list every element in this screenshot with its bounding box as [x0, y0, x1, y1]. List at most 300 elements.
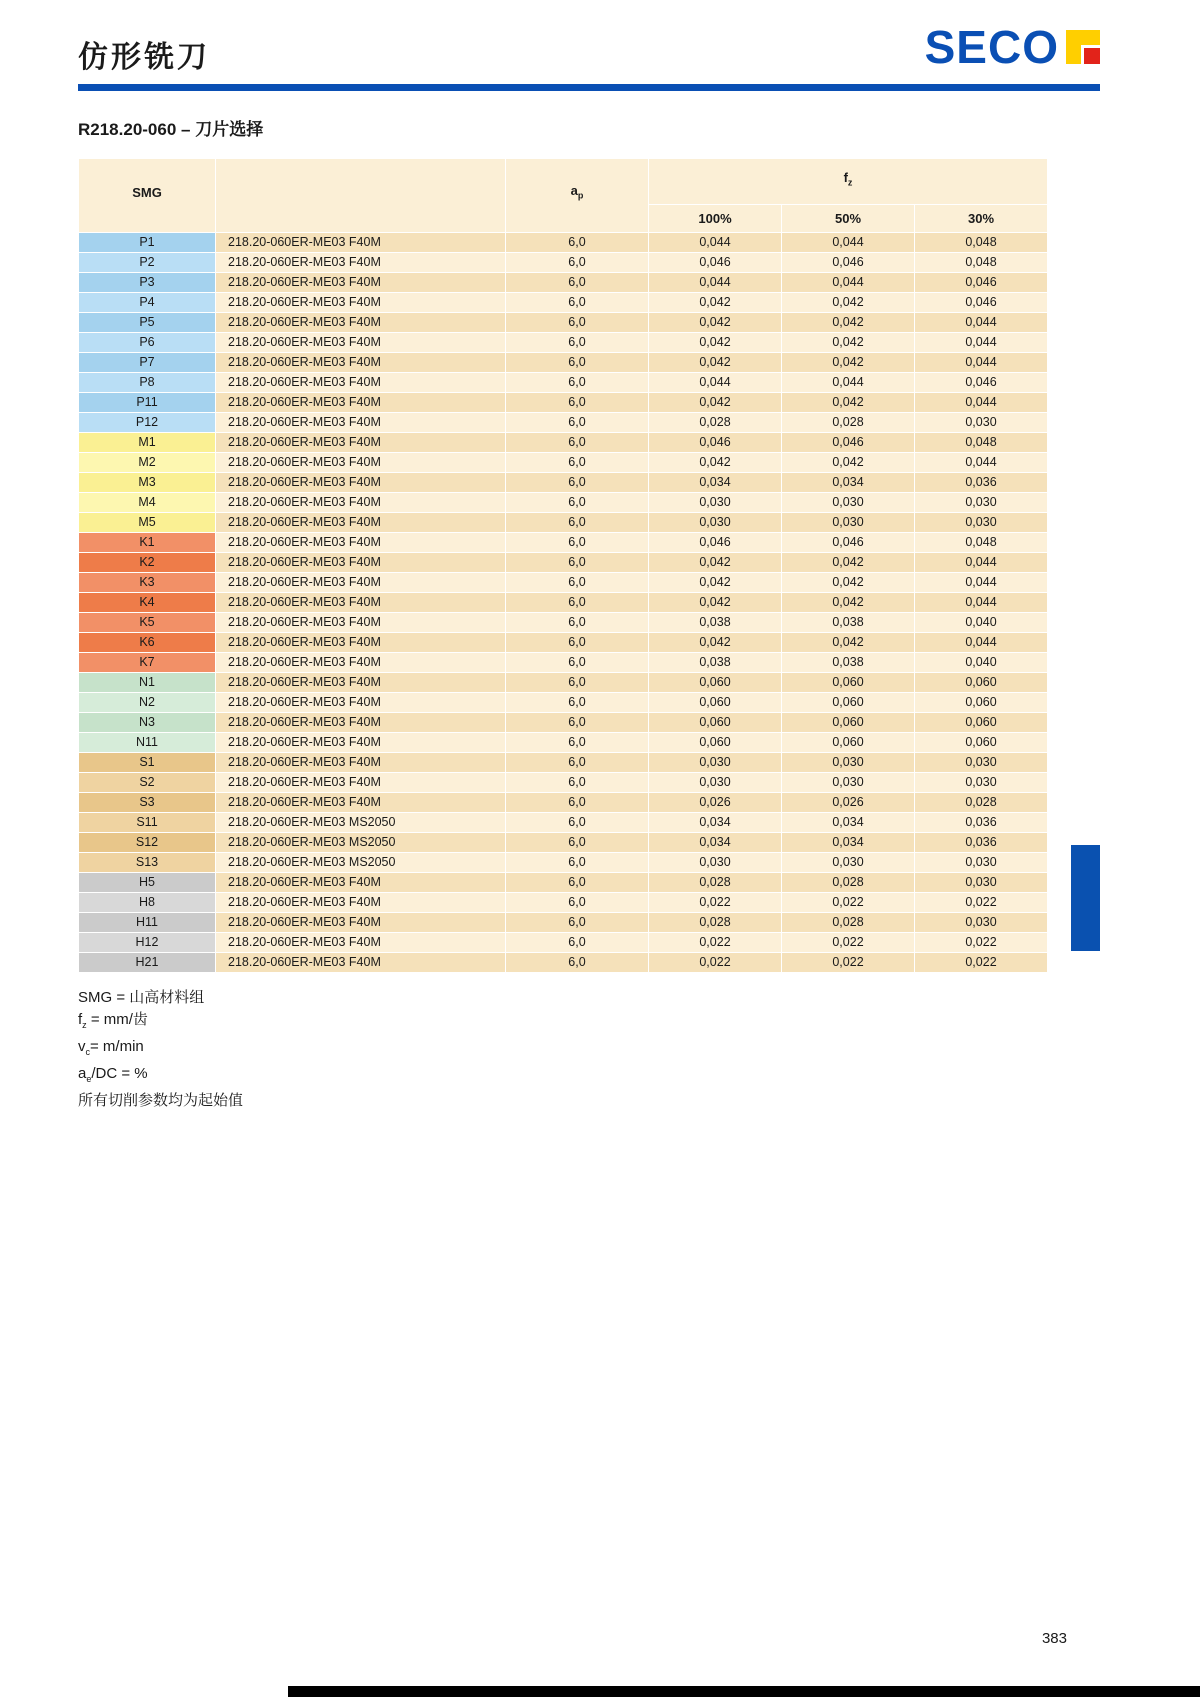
- ap-cell: 6,0: [506, 933, 649, 953]
- table-row: [79, 853, 1048, 873]
- designation-cell: 218.20-060ER-ME03 F40M: [216, 613, 506, 633]
- fz-30-cell: 0,044: [915, 353, 1048, 373]
- fz-50-cell: 0,042: [782, 293, 915, 313]
- designation-cell: 218.20-060ER-ME03 F40M: [216, 513, 506, 533]
- fz-100-cell: 0,042: [649, 293, 782, 313]
- ap-cell: 6,0: [506, 573, 649, 593]
- fz-50-cell: 0,042: [782, 393, 915, 413]
- ap-cell: 6,0: [506, 953, 649, 973]
- designation-cell: 218.20-060ER-ME03 F40M: [216, 933, 506, 953]
- column-header-30pct: 30%: [915, 205, 1048, 233]
- fz-100-cell: 0,044: [649, 373, 782, 393]
- smg-cell: S13: [79, 853, 216, 873]
- fz-30-cell: 0,048: [915, 233, 1048, 253]
- ap-cell: 6,0: [506, 453, 649, 473]
- fz-50-cell: 0,042: [782, 313, 915, 333]
- fz-50-cell: 0,042: [782, 353, 915, 373]
- fz-50-cell: 0,044: [782, 233, 915, 253]
- column-header-ap: [506, 159, 649, 233]
- designation-cell: 218.20-060ER-ME03 F40M: [216, 773, 506, 793]
- fz-100-cell: 0,022: [649, 933, 782, 953]
- fz-50-cell: 0,028: [782, 413, 915, 433]
- fz-50-cell: 0,046: [782, 533, 915, 553]
- designation-cell: 218.20-060ER-ME03 F40M: [216, 433, 506, 453]
- fz-100-cell: 0,030: [649, 513, 782, 533]
- fz-50-cell: 0,042: [782, 593, 915, 613]
- smg-cell: K3: [79, 573, 216, 593]
- insert-table-body: [79, 233, 1048, 973]
- table-row: [79, 913, 1048, 933]
- table-row: [79, 733, 1048, 753]
- smg-cell: K6: [79, 633, 216, 653]
- designation-cell: 218.20-060ER-ME03 F40M: [216, 733, 506, 753]
- fz-30-cell: 0,048: [915, 253, 1048, 273]
- logo-red-square: [1081, 45, 1100, 64]
- designation-cell: 218.20-060ER-ME03 F40M: [216, 693, 506, 713]
- fz-30-cell: 0,030: [915, 513, 1048, 533]
- fz-50-cell: 0,060: [782, 713, 915, 733]
- fz-50-cell: 0,026: [782, 793, 915, 813]
- designation-cell: 218.20-060ER-ME03 F40M: [216, 913, 506, 933]
- fz-100-cell: 0,042: [649, 353, 782, 373]
- fz-30-cell: 0,044: [915, 313, 1048, 333]
- table-row: [79, 653, 1048, 673]
- ap-symbol: a: [570, 183, 578, 199]
- fz-30-cell: 0,044: [915, 333, 1048, 353]
- table-row: [79, 773, 1048, 793]
- designation-cell: 218.20-060ER-ME03 F40M: [216, 473, 506, 493]
- smg-cell: M5: [79, 513, 216, 533]
- fz-50-cell: 0,034: [782, 833, 915, 853]
- fz-50-cell: 0,022: [782, 953, 915, 973]
- smg-cell: N3: [79, 713, 216, 733]
- designation-cell: 218.20-060ER-ME03 F40M: [216, 953, 506, 973]
- table-row: [79, 293, 1048, 313]
- page-title: 仿形铣刀: [78, 41, 210, 74]
- fz-30-cell: 0,040: [915, 613, 1048, 633]
- table-row: [79, 393, 1048, 413]
- table-row: [79, 833, 1048, 853]
- smg-cell: P12: [79, 413, 216, 433]
- designation-cell: 218.20-060ER-ME03 F40M: [216, 713, 506, 733]
- fz-50-cell: 0,042: [782, 453, 915, 473]
- ap-cell: 6,0: [506, 873, 649, 893]
- smg-cell: S11: [79, 813, 216, 833]
- footnote-text: v: [78, 1038, 86, 1055]
- ap-cell: 6,0: [506, 853, 649, 873]
- ap-cell: 6,0: [506, 753, 649, 773]
- designation-cell: 218.20-060ER-ME03 F40M: [216, 233, 506, 253]
- designation-cell: 218.20-060ER-ME03 F40M: [216, 893, 506, 913]
- fz-100-cell: 0,030: [649, 853, 782, 873]
- smg-cell: K2: [79, 553, 216, 573]
- seco-logo: [924, 21, 1100, 73]
- smg-cell: P4: [79, 293, 216, 313]
- table-row: [79, 553, 1048, 573]
- table-row: [79, 413, 1048, 433]
- ap-subscript: p: [577, 190, 584, 201]
- fz-100-cell: 0,046: [649, 533, 782, 553]
- fz-50-cell: 0,030: [782, 493, 915, 513]
- fz-50-cell: 0,060: [782, 673, 915, 693]
- table-row: [79, 933, 1048, 953]
- designation-cell: 218.20-060ER-ME03 F40M: [216, 653, 506, 673]
- table-row: [79, 353, 1048, 373]
- table-row: [79, 513, 1048, 533]
- designation-cell: 218.20-060ER-ME03 F40M: [216, 873, 506, 893]
- fz-30-cell: 0,030: [915, 773, 1048, 793]
- fz-50-cell: 0,030: [782, 853, 915, 873]
- ap-cell: 6,0: [506, 813, 649, 833]
- fz-50-cell: 0,038: [782, 613, 915, 633]
- ap-cell: 6,0: [506, 433, 649, 453]
- fz-50-cell: 0,034: [782, 473, 915, 493]
- fz-30-cell: 0,030: [915, 853, 1048, 873]
- ap-cell: 6,0: [506, 773, 649, 793]
- smg-cell: H21: [79, 953, 216, 973]
- fz-100-cell: 0,044: [649, 273, 782, 293]
- smg-cell: K1: [79, 533, 216, 553]
- fz-100-cell: 0,042: [649, 593, 782, 613]
- fz-50-cell: 0,022: [782, 893, 915, 913]
- fz-30-cell: 0,022: [915, 953, 1048, 973]
- designation-cell: 218.20-060ER-ME03 F40M: [216, 753, 506, 773]
- ap-cell: 6,0: [506, 713, 649, 733]
- table-row: [79, 633, 1048, 653]
- footnote-text: /DC = %: [91, 1065, 148, 1082]
- ap-cell: 6,0: [506, 593, 649, 613]
- fz-50-cell: 0,022: [782, 933, 915, 953]
- ap-cell: 6,0: [506, 293, 649, 313]
- fz-100-cell: 0,030: [649, 773, 782, 793]
- fz-30-cell: 0,022: [915, 933, 1048, 953]
- column-header-100pct: 100%: [649, 205, 782, 233]
- fz-subscript: z: [847, 177, 853, 188]
- table-row: [79, 793, 1048, 813]
- fz-50-cell: 0,060: [782, 733, 915, 753]
- designation-cell: 218.20-060ER-ME03 F40M: [216, 593, 506, 613]
- smg-cell: H5: [79, 873, 216, 893]
- designation-cell: 218.20-060ER-ME03 F40M: [216, 353, 506, 373]
- ap-cell: 6,0: [506, 273, 649, 293]
- smg-cell: N2: [79, 693, 216, 713]
- smg-cell: P8: [79, 373, 216, 393]
- ap-cell: 6,0: [506, 313, 649, 333]
- designation-cell: 218.20-060ER-ME03 F40M: [216, 553, 506, 573]
- fz-30-cell: 0,046: [915, 293, 1048, 313]
- fz-50-cell: 0,046: [782, 253, 915, 273]
- footnote: [78, 1063, 1100, 1090]
- fz-symbol: f: [843, 169, 848, 185]
- table-row: [79, 493, 1048, 513]
- table-row: [79, 673, 1048, 693]
- smg-cell: K7: [79, 653, 216, 673]
- table-row: [79, 473, 1048, 493]
- fz-100-cell: 0,042: [649, 633, 782, 653]
- table-row: [79, 573, 1048, 593]
- table-row: [79, 373, 1048, 393]
- table-row: [79, 273, 1048, 293]
- fz-30-cell: 0,060: [915, 713, 1048, 733]
- smg-cell: K4: [79, 593, 216, 613]
- fz-30-cell: 0,044: [915, 573, 1048, 593]
- ap-cell: 6,0: [506, 913, 649, 933]
- fz-100-cell: 0,034: [649, 473, 782, 493]
- smg-cell: P3: [79, 273, 216, 293]
- table-row: [79, 333, 1048, 353]
- designation-cell: 218.20-060ER-ME03 F40M: [216, 313, 506, 333]
- footnote-text: 所有切削参数均为起始值: [78, 1092, 244, 1109]
- designation-cell: 218.20-060ER-ME03 F40M: [216, 673, 506, 693]
- fz-30-cell: 0,028: [915, 793, 1048, 813]
- fz-30-cell: 0,060: [915, 673, 1048, 693]
- table-row: [79, 693, 1048, 713]
- smg-cell: P5: [79, 313, 216, 333]
- fz-100-cell: 0,060: [649, 733, 782, 753]
- smg-cell: P6: [79, 333, 216, 353]
- fz-30-cell: 0,060: [915, 733, 1048, 753]
- ap-cell: 6,0: [506, 673, 649, 693]
- fz-30-cell: 0,030: [915, 493, 1048, 513]
- designation-cell: 218.20-060ER-ME03 F40M: [216, 793, 506, 813]
- designation-cell: 218.20-060ER-ME03 F40M: [216, 333, 506, 353]
- fz-30-cell: 0,044: [915, 553, 1048, 573]
- fz-100-cell: 0,044: [649, 233, 782, 253]
- section-title: R218.20-060 – 刀片选择: [78, 120, 264, 139]
- ap-cell: 6,0: [506, 333, 649, 353]
- table-row: [79, 873, 1048, 893]
- fz-100-cell: 0,030: [649, 493, 782, 513]
- table-row: [79, 593, 1048, 613]
- table-row: [79, 453, 1048, 473]
- seco-logo-text: SECO: [924, 21, 1059, 73]
- smg-cell: K5: [79, 613, 216, 633]
- ap-cell: 6,0: [506, 393, 649, 413]
- fz-100-cell: 0,028: [649, 873, 782, 893]
- fz-100-cell: 0,046: [649, 253, 782, 273]
- fz-30-cell: 0,048: [915, 433, 1048, 453]
- smg-cell: N1: [79, 673, 216, 693]
- fz-30-cell: 0,044: [915, 453, 1048, 473]
- fz-50-cell: 0,030: [782, 773, 915, 793]
- fz-50-cell: 0,044: [782, 273, 915, 293]
- column-header-50pct: 50%: [782, 205, 915, 233]
- fz-100-cell: 0,042: [649, 573, 782, 593]
- designation-cell: 218.20-060ER-ME03 MS2050: [216, 833, 506, 853]
- page-number: 383: [1041, 1630, 1067, 1647]
- table-row: [79, 533, 1048, 553]
- designation-cell: 218.20-060ER-ME03 F40M: [216, 453, 506, 473]
- smg-cell: S1: [79, 753, 216, 773]
- designation-cell: 218.20-060ER-ME03 F40M: [216, 373, 506, 393]
- column-header-smg: SMG: [79, 159, 216, 233]
- smg-cell: P2: [79, 253, 216, 273]
- designation-cell: 218.20-060ER-ME03 F40M: [216, 273, 506, 293]
- ap-cell: 6,0: [506, 893, 649, 913]
- designation-cell: 218.20-060ER-ME03 F40M: [216, 413, 506, 433]
- ap-cell: 6,0: [506, 353, 649, 373]
- fz-30-cell: 0,040: [915, 653, 1048, 673]
- footnote-text: = mm/齿: [86, 1011, 148, 1028]
- footnote-text: SMG = 山高材料组: [78, 989, 205, 1006]
- fz-100-cell: 0,034: [649, 813, 782, 833]
- smg-cell: P7: [79, 353, 216, 373]
- fz-30-cell: 0,030: [915, 913, 1048, 933]
- fz-100-cell: 0,042: [649, 393, 782, 413]
- fz-100-cell: 0,022: [649, 893, 782, 913]
- footnote-subscript: e: [86, 1074, 92, 1084]
- ap-cell: 6,0: [506, 253, 649, 273]
- designation-cell: 218.20-060ER-ME03 F40M: [216, 533, 506, 553]
- ap-cell: 6,0: [506, 653, 649, 673]
- fz-30-cell: 0,030: [915, 753, 1048, 773]
- bottom-bar: [288, 1686, 1200, 1697]
- smg-cell: S12: [79, 833, 216, 853]
- table-row: [79, 613, 1048, 633]
- designation-cell: 218.20-060ER-ME03 F40M: [216, 253, 506, 273]
- side-tab: [1071, 845, 1100, 951]
- fz-50-cell: 0,042: [782, 553, 915, 573]
- fz-100-cell: 0,038: [649, 613, 782, 633]
- fz-30-cell: 0,048: [915, 533, 1048, 553]
- fz-50-cell: 0,034: [782, 813, 915, 833]
- fz-30-cell: 0,046: [915, 373, 1048, 393]
- table-row: [79, 253, 1048, 273]
- smg-cell: H11: [79, 913, 216, 933]
- table-row: [79, 313, 1048, 333]
- fz-50-cell: 0,038: [782, 653, 915, 673]
- smg-cell: M2: [79, 453, 216, 473]
- fz-30-cell: 0,022: [915, 893, 1048, 913]
- smg-cell: P1: [79, 233, 216, 253]
- seco-logo-mark-icon: [1066, 30, 1100, 64]
- fz-100-cell: 0,022: [649, 953, 782, 973]
- footnote-subscript: z: [82, 1020, 87, 1030]
- ap-cell: 6,0: [506, 733, 649, 753]
- ap-cell: 6,0: [506, 233, 649, 253]
- fz-100-cell: 0,038: [649, 653, 782, 673]
- fz-100-cell: 0,060: [649, 693, 782, 713]
- fz-30-cell: 0,030: [915, 413, 1048, 433]
- footnote: [78, 1009, 1100, 1036]
- footnote: [78, 1036, 1100, 1063]
- smg-cell: M4: [79, 493, 216, 513]
- fz-100-cell: 0,042: [649, 333, 782, 353]
- fz-50-cell: 0,030: [782, 753, 915, 773]
- smg-cell: M1: [79, 433, 216, 453]
- footnote-text: = m/min: [90, 1038, 144, 1055]
- column-header-fz: [649, 159, 1048, 205]
- ap-cell: 6,0: [506, 413, 649, 433]
- designation-cell: 218.20-060ER-ME03 F40M: [216, 293, 506, 313]
- fz-50-cell: 0,028: [782, 913, 915, 933]
- designation-cell: 218.20-060ER-ME03 F40M: [216, 393, 506, 413]
- fz-30-cell: 0,036: [915, 473, 1048, 493]
- fz-30-cell: 0,044: [915, 593, 1048, 613]
- fz-30-cell: 0,036: [915, 813, 1048, 833]
- ap-cell: 6,0: [506, 693, 649, 713]
- smg-cell: S3: [79, 793, 216, 813]
- column-header-designation: [216, 159, 506, 233]
- designation-cell: 218.20-060ER-ME03 MS2050: [216, 853, 506, 873]
- table-row: [79, 713, 1048, 733]
- fz-30-cell: 0,044: [915, 633, 1048, 653]
- designation-cell: 218.20-060ER-ME03 MS2050: [216, 813, 506, 833]
- designation-cell: 218.20-060ER-ME03 F40M: [216, 633, 506, 653]
- header-rule: [78, 84, 1100, 91]
- smg-cell: S2: [79, 773, 216, 793]
- fz-100-cell: 0,042: [649, 553, 782, 573]
- table-row: [79, 893, 1048, 913]
- footnote: [78, 1090, 1100, 1112]
- smg-cell: P11: [79, 393, 216, 413]
- smg-cell: N11: [79, 733, 216, 753]
- designation-cell: 218.20-060ER-ME03 F40M: [216, 573, 506, 593]
- fz-30-cell: 0,044: [915, 393, 1048, 413]
- footnote-text: f: [78, 1011, 83, 1028]
- ap-cell: 6,0: [506, 793, 649, 813]
- ap-cell: 6,0: [506, 493, 649, 513]
- ap-cell: 6,0: [506, 533, 649, 553]
- footnote-subscript: c: [85, 1047, 90, 1057]
- smg-cell: H12: [79, 933, 216, 953]
- fz-100-cell: 0,034: [649, 833, 782, 853]
- fz-100-cell: 0,060: [649, 713, 782, 733]
- fz-100-cell: 0,042: [649, 453, 782, 473]
- fz-100-cell: 0,026: [649, 793, 782, 813]
- fz-100-cell: 0,060: [649, 673, 782, 693]
- fz-100-cell: 0,030: [649, 753, 782, 773]
- table-row: [79, 953, 1048, 973]
- fz-100-cell: 0,042: [649, 313, 782, 333]
- fz-50-cell: 0,042: [782, 633, 915, 653]
- table-row: [79, 433, 1048, 453]
- fz-30-cell: 0,060: [915, 693, 1048, 713]
- footnote-text: a: [78, 1065, 87, 1082]
- page-header: [78, 21, 1100, 76]
- fz-100-cell: 0,028: [649, 413, 782, 433]
- fz-50-cell: 0,046: [782, 433, 915, 453]
- fz-30-cell: 0,030: [915, 873, 1048, 893]
- fz-100-cell: 0,046: [649, 433, 782, 453]
- insert-selection-table: [78, 158, 1048, 973]
- ap-cell: 6,0: [506, 633, 649, 653]
- smg-cell: M3: [79, 473, 216, 493]
- ap-cell: 6,0: [506, 833, 649, 853]
- table-row: [79, 233, 1048, 253]
- fz-100-cell: 0,028: [649, 913, 782, 933]
- designation-cell: 218.20-060ER-ME03 F40M: [216, 493, 506, 513]
- fz-30-cell: 0,046: [915, 273, 1048, 293]
- fz-50-cell: 0,030: [782, 513, 915, 533]
- fz-30-cell: 0,036: [915, 833, 1048, 853]
- ap-cell: 6,0: [506, 613, 649, 633]
- fz-50-cell: 0,042: [782, 333, 915, 353]
- ap-cell: 6,0: [506, 373, 649, 393]
- fz-50-cell: 0,028: [782, 873, 915, 893]
- ap-cell: 6,0: [506, 473, 649, 493]
- footnotes: [78, 987, 1100, 1112]
- footnote: [78, 987, 1100, 1009]
- fz-50-cell: 0,044: [782, 373, 915, 393]
- table-row: [79, 813, 1048, 833]
- fz-50-cell: 0,060: [782, 693, 915, 713]
- smg-cell: H8: [79, 893, 216, 913]
- ap-cell: 6,0: [506, 513, 649, 533]
- table-row: [79, 753, 1048, 773]
- fz-50-cell: 0,042: [782, 573, 915, 593]
- table-header: [79, 159, 1048, 233]
